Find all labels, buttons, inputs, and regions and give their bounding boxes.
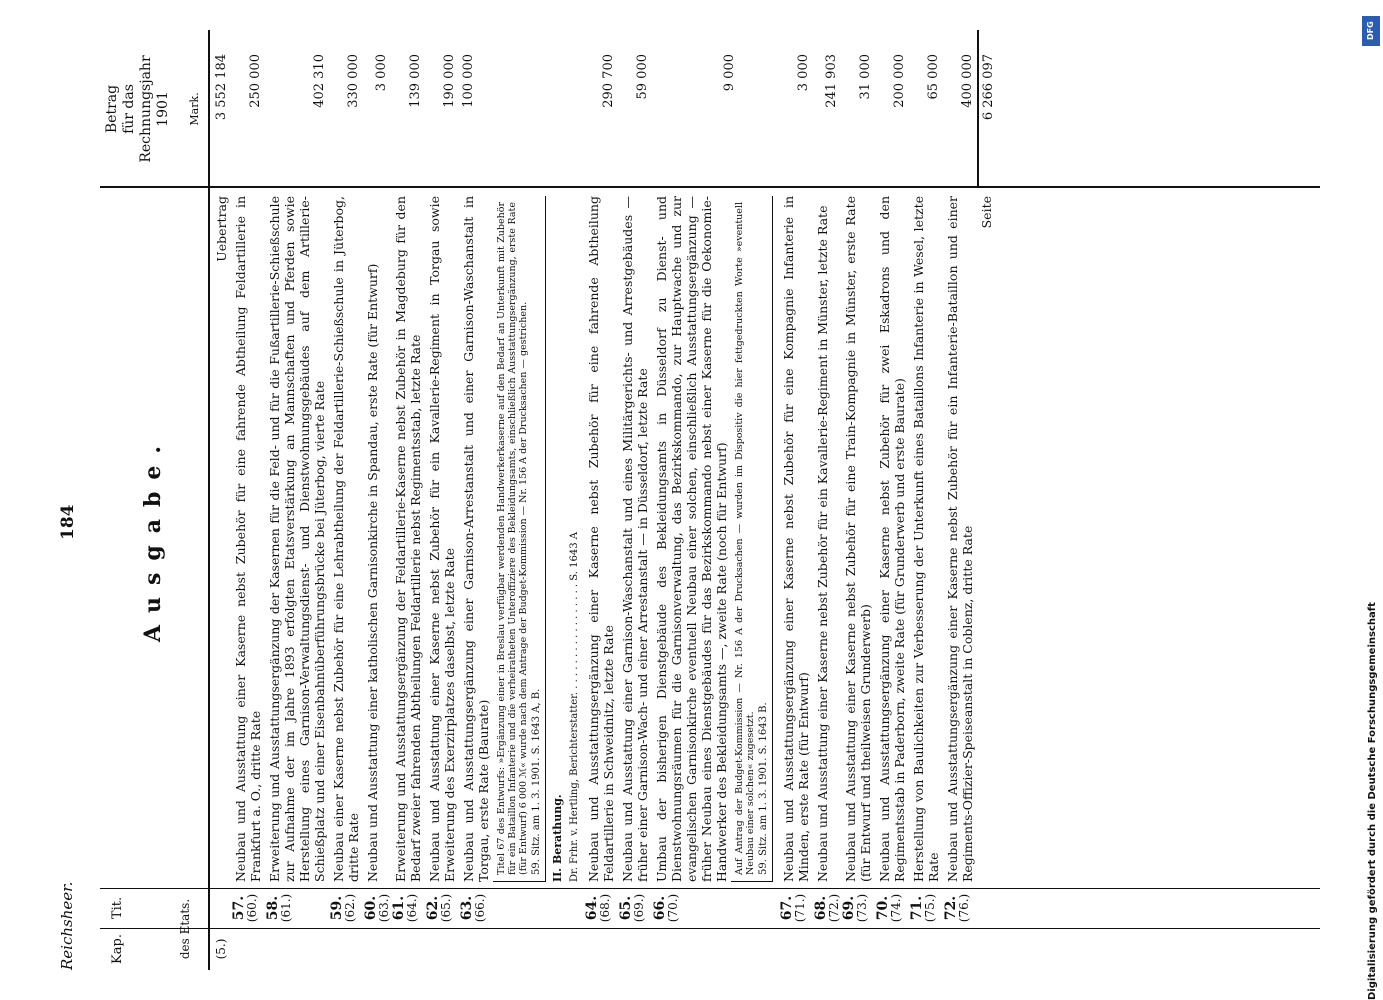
header-title: Ausgabe. [140,433,166,643]
table-row [652,30,779,970]
table-row [363,30,391,970]
table-row [212,30,231,970]
betrag-line-3: Rechnungsjahr [138,55,154,163]
row-tit: 60. (63.) [363,893,391,923]
table-row [391,30,425,970]
berathung-heading: II. Berathung. [551,794,564,882]
berathung-reference: Dr. Frhr. v. Hertling, Berichterstatter. . . . . . . . . . . . . . . . . . S. 1643 A [569,532,580,882]
row-tit: 63. (66.) [459,893,487,923]
table-row [329,30,363,970]
row-text: Neubau einer Kaserne nebst Zubehör für eine Lehrabtheilung der Feldartillerie-Schießschule in Jüterbog, dritte Rate [331,196,361,882]
row-text: Neubau und Ausstattungsergänzung einer Kaserne nebst Zubehör für eine Kompagnie Infanterie in Minden, erste Rate (für Entwurf) [781,196,811,882]
row-text: Neubau und Ausstattung einer Kaserne nebst Zubehör für ein Kavallerie-Regiment in Torgau sowie Erweiterung des Exerzirplatzes daselbst, letzte Rate [427,196,457,882]
row-amount: 100 000 [461,54,476,108]
row-tit: 71. (75.) [909,893,937,923]
row-tit [212,888,231,928]
row-tit: 66. (70.) [652,893,680,923]
dfg-credit [1359,8,1381,1000]
table-header [100,30,210,970]
row-amount: 241 903 [824,54,839,108]
row-text: Uebertrag [214,196,229,262]
row-amount: 190 000 [442,54,457,108]
row-tit: 67. (71.) [779,893,807,923]
row-amount: 290 700 [601,54,616,108]
row-text: Neubau und Ausstattungsergänzung einer Garnison-Arrestanstalt und einer Garnison-Waschanstalt in Torgau, erste Rate (Baurate) Titel 67 des Entwurfs: »Ergänzung einer in Breslau verfügbar werdenden Handwerkerkaserne auf den Bedarf an Unterkunft mit Zubehör für ein Bataillon Infanterie und die verheiratheten Unteroffiziere des Bekleidungsamts, einschließlich Ausstattungsergänzung, erste Rate (für Entwurf) 6 000 ℳ« wurde nach dem Antrage der Budget-Kommission — Nr. 156 A der Drucksachen — gestrichen. 59. Sitz. am 1. 3. 1901. S. 1643 A, B. II. Berathung. Dr. Frhr. v. Hertling, Berichterstatter. . . . . . . . . . . . . . . . . . S. 1643 A [461,196,580,882]
row-amount: 3 000 [796,54,811,92]
betrag-line-2: für das [121,84,137,134]
row-tit: 65. (69.) [618,893,646,923]
page-total-row [977,30,998,970]
row-amount: 59 000 [635,54,650,100]
header-etats: des Etats. [178,898,192,960]
row-amount: 139 000 [408,54,423,108]
table-row [265,30,329,970]
table-row [813,30,841,970]
table-row [875,30,909,970]
row-kap: (5.) [214,938,228,960]
page-number: 184 [58,504,78,540]
row-text: Erweiterung und Ausstattungsergänzung der Feldartillerie-Kaserne nebst Zubehör in Magdeburg für den Bedarf zweier fahrenden Abtheilungen Feldartillerie nebst Regimentsstab, letzte Rate [393,196,423,882]
row-amount: 9 000 [722,54,737,92]
row-text: Neubau und Ausstattungsergänzung einer Kaserne nebst Zubehör für ein Infanterie-Bataillon und einer Regiments-Offizier-Speiseanstalt in Coblenz, dritte Rate [945,196,975,882]
header-kap: Kap. [110,934,125,964]
table-row [909,30,943,970]
table-row [943,30,977,970]
row-tit: 62. (65.) [425,893,453,923]
footnote-2: Auf Antrag der Budget-Kommission — Nr. 156 A der Drucksachen — wurden im Dispositiv die hier fettgedruckten Worte »eventuell Neubau einer solchen« zugesetzt. 59. Sitz. am 1. 3. 1901. S. 1643 B. [731,196,773,882]
row-text: Neubau und Ausstattung einer Kaserne nebst Zubehör für ein Kavallerie-Regiment in Münster, letzte Rate [815,205,830,882]
header-betrag [104,30,172,188]
table-rows [212,30,998,970]
row-amount: 3 000 [374,54,389,92]
budget-table [100,30,1320,970]
row-text: Neubau und Ausstattung einer Kaserne nebst Zubehör für eine Train-Kompagnie in Münster, erste Rate (für Entwurf und theilweisen Grunderwerb) [843,196,873,882]
row-tit: 69. (73.) [841,893,869,923]
row-text: Neubau und Ausstattung einer Garnison-Waschanstalt und eines Militärgerichts- und Arrestgebäudes — früher einer Garnison-Wach- und einer Arrestanstalt — in Düsseldorf, letzte Rate [620,196,650,882]
row-tit: 64. (68.) [584,893,612,923]
row-text: Neubau und Ausstattung einer katholischen Garnisonkirche in Spandau, erste Rate (für Entwurf) [365,263,380,882]
row-tit: 70. (74.) [875,893,903,923]
row-text: Erweiterung und Ausstattungsergänzung der Kasernen für die Feld- und für die Fußartillerie-Schießschule zur Aufnahme der im Jahre 1893 erfolgten Etatsverstärkung an Mannschaften und Pferden sowie Herstellung eines Garnison-Verwaltungsdienst- und Dienstwohnungsgebäudes auf dem Artillerie-Schießplatz und einer Eisenbahnüberführungsbrücke bei Jüterbog, vierte Rate [267,196,327,882]
dfg-credit-text: Digitalisierung gefördert durch die Deutsche Forschungsgemeinschaft [1367,602,1378,1000]
betrag-line-1: Betrag [104,84,120,134]
total-amount: 6 266 097 [977,30,998,188]
row-text: Neubau und Ausstattungsergänzung einer Kaserne nebst Zubehör für eine fahrende Abtheilung Feldartillerie in Schweidnitz, letzte Rate [586,196,616,882]
row-amount: 31 000 [858,54,873,100]
row-tit: 72. (76.) [943,893,971,923]
rotated-page [40,30,1340,970]
betrag-line-4: 1901 [155,91,171,127]
row-amount: 3 552 184 [214,54,229,121]
header-tit: Tit. [110,896,125,920]
running-header [58,30,88,970]
table-row [618,30,652,970]
table-row [841,30,875,970]
row-tit: 68. (72.) [813,893,841,923]
row-tit: 57. (60.) [231,893,259,923]
row-amount: 330 000 [346,54,361,108]
table-row [425,30,459,970]
table-row [779,30,813,970]
footnote-1: Titel 67 des Entwurfs: »Ergänzung einer in Breslau verfügbar werdenden Handwerkerkaserne auf den Bedarf an Unterkunft mit Zubehör für ein Bataillon Infanterie und die verheiratheten Unteroffiziere des Bekleidungsamts, einschließlich Ausstattungsergänzung, erste Rate (für Entwurf) 6 000 ℳ« wurde nach dem Antrage der Budget-Kommission — Nr. 156 A der Drucksachen — gestrichen. 59. Sitz. am 1. 3. 1901. S. 1643 A, B. [493,196,546,882]
header-unit: Mark. [188,92,201,126]
row-text: Umbau der bisherigen Dienstgebäude des Bekleidungsamts in Düsseldorf zu Dienst- und Dienstwohnungsräumen für die Garnisonverwaltung, das Bezirkskommando, zur Hauptwache und zur evangelischen Garnisonkirche eventuell Neubau einer solchen, einschließlich Ausstattungsergänzung — früher Neubau eines Dienstgebäudes für das Bezirkskommando nebst einer Kaserne für die Oekonomie-Handwerker des Bekleidungsamts —, zweite Rate (noch für Entwurf) Auf Antrag der Budget-Kommission — Nr. 156 A der Drucksachen — wurden im Dispositiv die hier fettgedruckten Worte »eventuell Neubau einer solchen« zugesetzt. 59. Sitz. am 1. 3. 1901. S. 1643 B. [652,188,779,888]
row-text: Neubau und Ausstattungsergänzung einer Kaserne nebst Zubehör für zwei Eskadrons und den Regimentsstab in Paderborn, zweite Rate (für Grunderwerb und erste Baurate) [877,196,907,882]
total-label: Seite [979,196,994,229]
row-tit: 58. (61.) [265,893,293,923]
row-amount: 402 310 [312,54,327,108]
row-amount: 65 000 [926,54,941,100]
row-text: Herstellung von Baulichkeiten zur Verbesserung der Unterkunft eines Bataillons Infanterie in Wesel, letzte Rate [911,196,941,882]
row-amount: 250 000 [248,54,263,108]
row-amount: 200 000 [892,54,907,108]
table-row [231,30,265,970]
row-tit: 61. (64.) [391,893,419,923]
row-amount: 400 000 [960,54,975,108]
row-text: Neubau und Ausstattung einer Kaserne nebst Zubehör für eine fahrende Abtheilung Feldartillerie in Frankfurt a. O., dritte Rate [233,196,263,882]
table-row [459,30,584,970]
dfg-logo: DFG [1362,16,1380,46]
running-title: Reichsheer. [58,881,76,970]
table-row [584,30,618,970]
row-tit: 59. (62.) [329,893,357,923]
